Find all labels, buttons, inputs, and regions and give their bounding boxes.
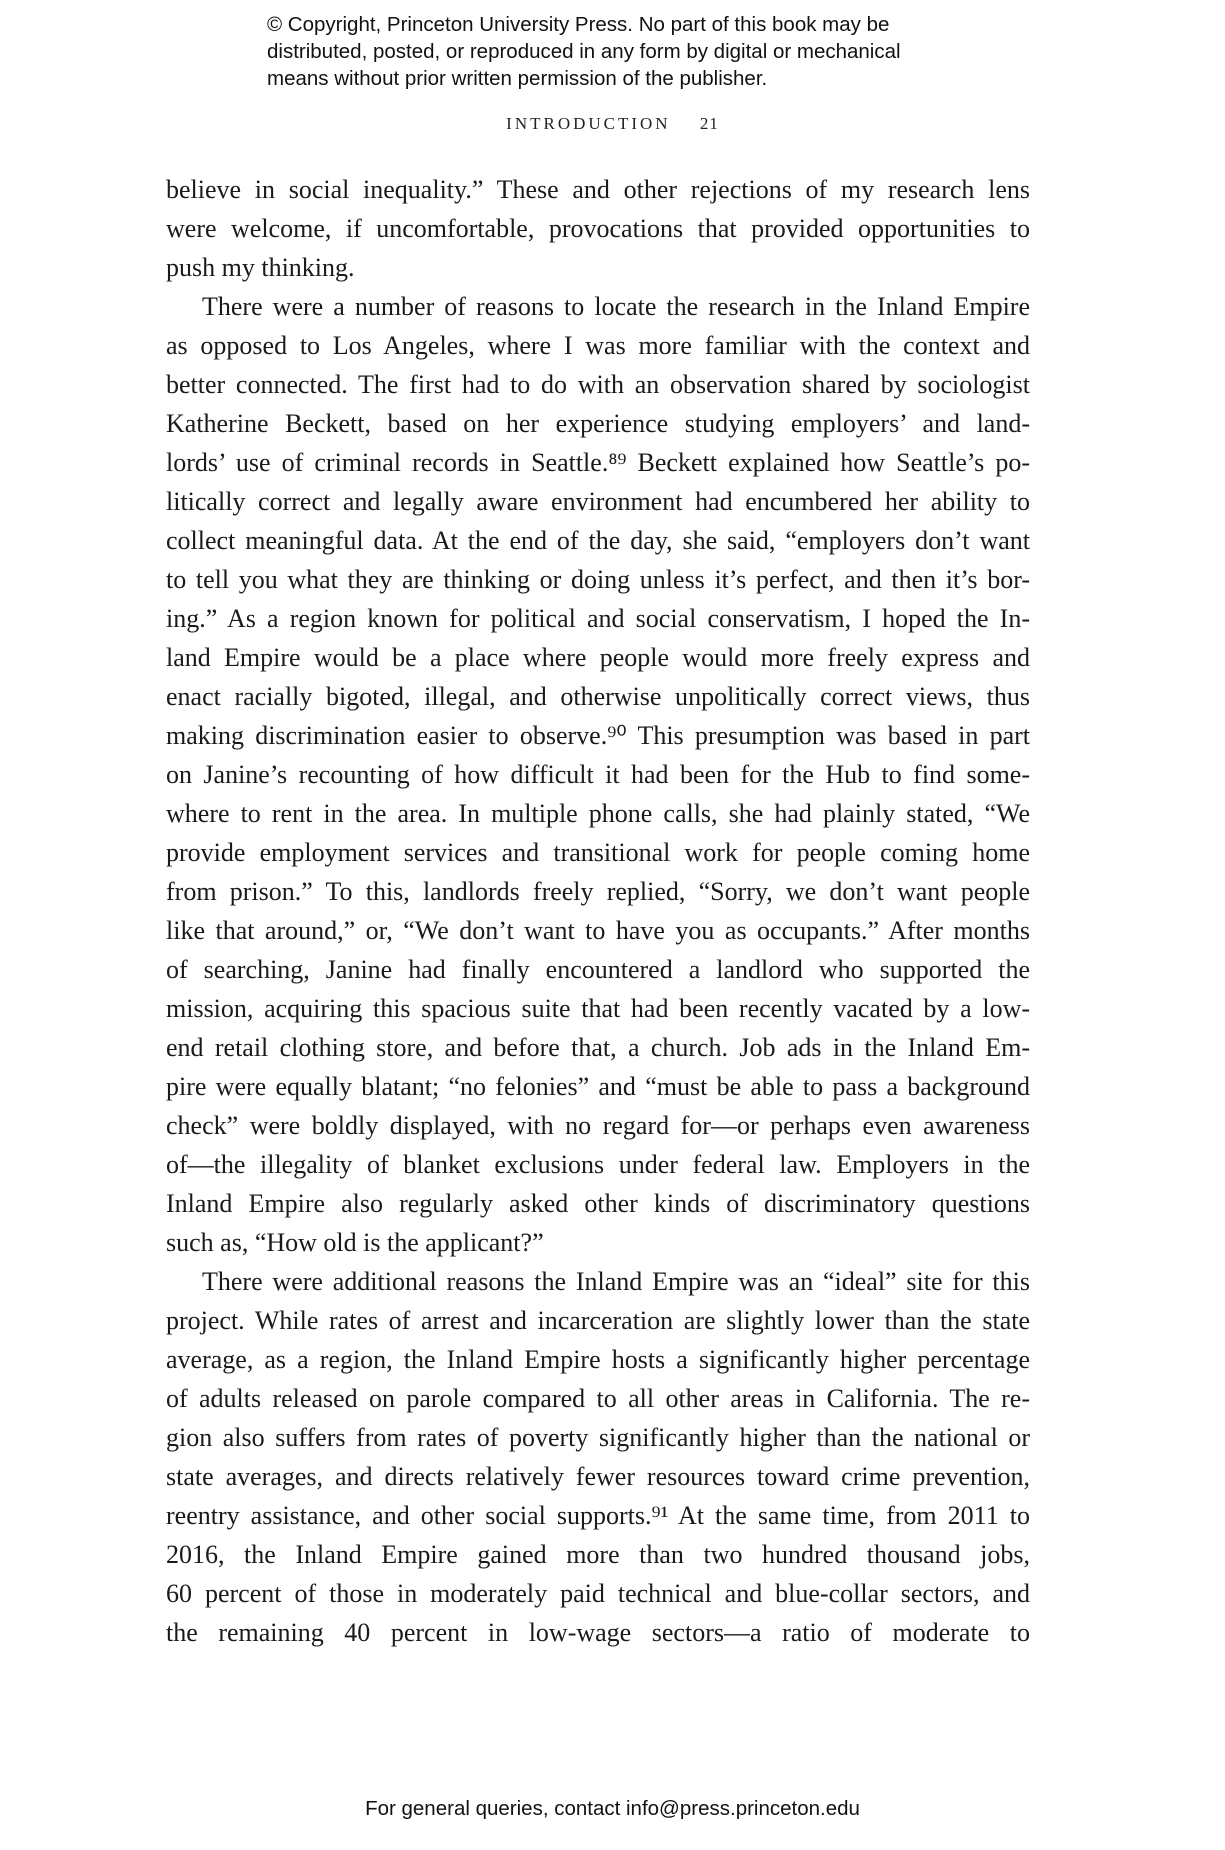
text-line: state averages, and directs relatively fewer resources toward crime prevention, xyxy=(166,1462,1030,1491)
text-line: on Janine’s recounting of how difficult it had been for the Hub to find some- xyxy=(166,760,1030,789)
text-line: better connected. The first had to do with an observation shared by sociologist xyxy=(166,370,1030,399)
text-line: litically correct and legally aware environment had encumbered her ability to xyxy=(166,487,1030,516)
page-number: 21 xyxy=(699,114,719,133)
text-line: land Empire would be a place where people would more freely express and xyxy=(166,643,1030,672)
footer-contact: For general queries, contact info@press.princeton.edu xyxy=(365,1797,860,1820)
text-line: provide employment services and transitional work for people coming home xyxy=(166,838,1030,867)
text-line: 60 percent of those in moderately paid technical and blue-collar sectors, and xyxy=(166,1579,1030,1608)
text-line: were welcome, if uncomfortable, provocations that provided opportunities to xyxy=(166,214,1030,243)
text-line: mission, acquiring this spacious suite that had been recently vacated by a low- xyxy=(166,994,1030,1023)
text-line: push my thinking. xyxy=(166,253,355,282)
text-line: average, as a region, the Inland Empire hosts a significantly higher percentage xyxy=(166,1345,1030,1374)
text-line: such as, “How old is the applicant?” xyxy=(166,1228,544,1257)
text-line: of searching, Janine had finally encountered a landlord who supported the xyxy=(166,955,1030,984)
text-line: ing.” As a region known for political and social conservatism, I hoped the In- xyxy=(166,604,1030,633)
text-line: Inland Empire also regularly asked other kinds of discriminatory questions xyxy=(166,1189,1030,1218)
text-line: enact racially bigoted, illegal, and otherwise unpolitically correct views, thus xyxy=(166,682,1030,711)
text-line: gion also suffers from rates of poverty significantly higher than the national or xyxy=(166,1423,1030,1452)
text-line: to tell you what they are thinking or doing unless it’s perfect, and then it’s bor- xyxy=(166,565,1030,594)
text-line: lords’ use of criminal records in Seattle.⁸⁹ Beckett explained how Seattle’s po- xyxy=(166,448,1030,477)
text-line: believe in social inequality.” These and other rejections of my research lens xyxy=(166,175,1030,204)
text-line: reentry assistance, and other social supports.⁹¹ At the same time, from 2011 to xyxy=(166,1501,1030,1530)
text-line: pire were equally blatant; “no felonies” and “must be able to pass a background xyxy=(166,1072,1030,1101)
text-line: collect meaningful data. At the end of the day, she said, “employers don’t want xyxy=(166,526,1030,555)
running-head xyxy=(0,114,1225,134)
text-line: check” were boldly displayed, with no regard for—or perhaps even awareness xyxy=(166,1111,1030,1140)
text-line: the remaining 40 percent in low-wage sectors—a ratio of moderate to xyxy=(166,1618,1030,1647)
text-line: from prison.” To this, landlords freely replied, “Sorry, we don’t want people xyxy=(166,877,1030,906)
text-line: like that around,” or, “We don’t want to have you as occupants.” After months xyxy=(166,916,1030,945)
text-line: of—the illegality of blanket exclusions under federal law. Employers in the xyxy=(166,1150,1030,1179)
running-title: INTRODUCTION xyxy=(506,114,671,133)
text-line: There were a number of reasons to locate the research in the Inland Empire xyxy=(202,292,1030,321)
text-line: making discrimination easier to observe.⁹⁰ This presumption was based in part xyxy=(166,721,1030,750)
copyright-notice xyxy=(267,11,1027,92)
copyright-line: © Copyright, Princeton University Press. No part of this book may be xyxy=(267,13,890,36)
copyright-line: means without prior written permission of the publisher. xyxy=(267,67,768,90)
text-line: of adults released on parole compared to all other areas in California. The re- xyxy=(166,1384,1030,1413)
copyright-line: distributed, posted, or reproduced in any form by digital or mechanical xyxy=(267,40,901,63)
text-line: Katherine Beckett, based on her experience studying employers’ and land- xyxy=(166,409,1030,438)
text-line: where to rent in the area. In multiple phone calls, she had plainly stated, “We xyxy=(166,799,1030,828)
text-line: 2016, the Inland Empire gained more than two hundred thousand jobs, xyxy=(166,1540,1030,1569)
body-text xyxy=(166,170,1030,1652)
text-line: end retail clothing store, and before that, a church. Job ads in the Inland Em- xyxy=(166,1033,1030,1062)
text-line: as opposed to Los Angeles, where I was more familiar with the context and xyxy=(166,331,1030,360)
text-line: There were additional reasons the Inland Empire was an “ideal” site for this xyxy=(202,1267,1030,1296)
text-line: project. While rates of arrest and incarceration are slightly lower than the state xyxy=(166,1306,1030,1335)
